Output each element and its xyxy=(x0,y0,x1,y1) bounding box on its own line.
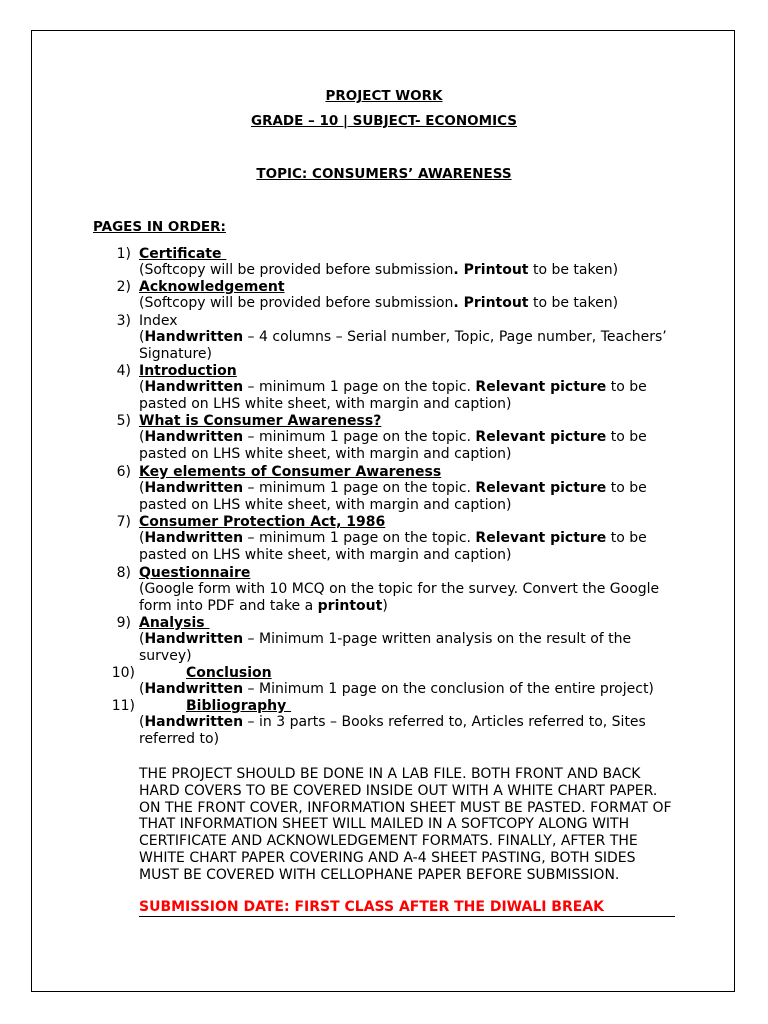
item-number: 5) xyxy=(116,413,131,429)
item-number: 4) xyxy=(116,363,131,379)
item-description: (Handwritten – Minimum 1-page written analysis on the result of the survey) xyxy=(139,631,632,664)
item-description: (Handwritten – minimum 1 page on the topic. Relevant picture to be pasted on LHS white sheet, with margin and caption) xyxy=(139,429,647,462)
instructions-paragraph: THE PROJECT SHOULD BE DONE IN A LAB FILE. BOTH FRONT AND BACK HARD COVERS TO BE COVERED INSIDE OUT WITH A WHITE CHART PAPER. ON THE FRONT COVER, INFORMATION SHEET MUST BE PASTED. FORMAT OF THAT INFORMATION SHEET WILL MAILED IN A SOFTCOPY ALONG WITH CERTIFICATE AND ACKNOWLEDGEMENT FORMATS. FINALLY, AFTER THE WHITE CHART PAPER COVERING AND A-4 SHEET PASTING, BOTH SIDES MUST BE COVERED WITH CELLOPHANE PAPER BEFORE SUBMISSION. xyxy=(139,766,672,883)
item-description: (Softcopy will be provided before submission. Printout to be taken) xyxy=(139,295,619,311)
item-number: 3) xyxy=(116,313,131,329)
item-description: (Handwritten – minimum 1 page on the topic. Relevant picture to be pasted on LHS white sheet, with margin and caption) xyxy=(139,480,647,513)
submission-date: SUBMISSION DATE: FIRST CLASS AFTER THE DIWALI BREAK xyxy=(139,899,605,915)
item-number: 8) xyxy=(116,565,131,581)
item-description: (Handwritten – minimum 1 page on the topic. Relevant picture to be pasted on LHS white sheet, with margin and caption) xyxy=(139,379,647,412)
item-number: 6) xyxy=(116,464,131,480)
item-title: Certificate xyxy=(139,246,227,262)
item-number: 7) xyxy=(116,514,131,530)
item-title: Index xyxy=(139,313,178,329)
item-title: Conclusion xyxy=(186,665,272,681)
item-description: (Handwritten – 4 columns – Serial number, Topic, Page number, Teachers’ Signature) xyxy=(139,329,667,362)
item-number: 11) xyxy=(111,698,135,714)
item-title: Bibliography xyxy=(186,698,292,714)
document-title: PROJECT WORK xyxy=(325,88,443,104)
item-description: (Google form with 10 MCQ on the topic for the survey. Convert the Google form into PDF and take a printout) xyxy=(139,581,660,614)
item-title: Introduction xyxy=(139,363,237,379)
item-title: Consumer Protection Act, 1986 xyxy=(139,514,386,530)
item-number: 1) xyxy=(116,246,131,262)
item-number: 9) xyxy=(116,615,131,631)
grade-subject-line: GRADE – 10 | SUBJECT- ECONOMICS xyxy=(251,113,517,129)
item-description: (Softcopy will be provided before submission. Printout to be taken) xyxy=(139,262,619,278)
item-title: Key elements of Consumer Awareness xyxy=(139,464,442,480)
item-title: Acknowledgement xyxy=(139,279,285,295)
item-title: Analysis xyxy=(139,615,210,631)
item-description: (Handwritten – minimum 1 page on the topic. Relevant picture to be pasted on LHS white sheet, with margin and caption) xyxy=(139,530,647,563)
pages-in-order-heading: PAGES IN ORDER: xyxy=(93,219,226,235)
topic-line: TOPIC: CONSUMERS’ AWARENESS xyxy=(256,166,512,182)
item-number: 10) xyxy=(111,665,135,681)
item-description: (Handwritten – in 3 parts – Books referred to, Articles referred to, Sites referred to) xyxy=(139,714,646,747)
item-title: Questionnaire xyxy=(139,565,251,581)
item-title: What is Consumer Awareness? xyxy=(139,413,382,429)
submission-underline xyxy=(139,916,675,917)
item-description: (Handwritten – Minimum 1 page on the conclusion of the entire project) xyxy=(139,681,654,697)
item-number: 2) xyxy=(116,279,131,295)
